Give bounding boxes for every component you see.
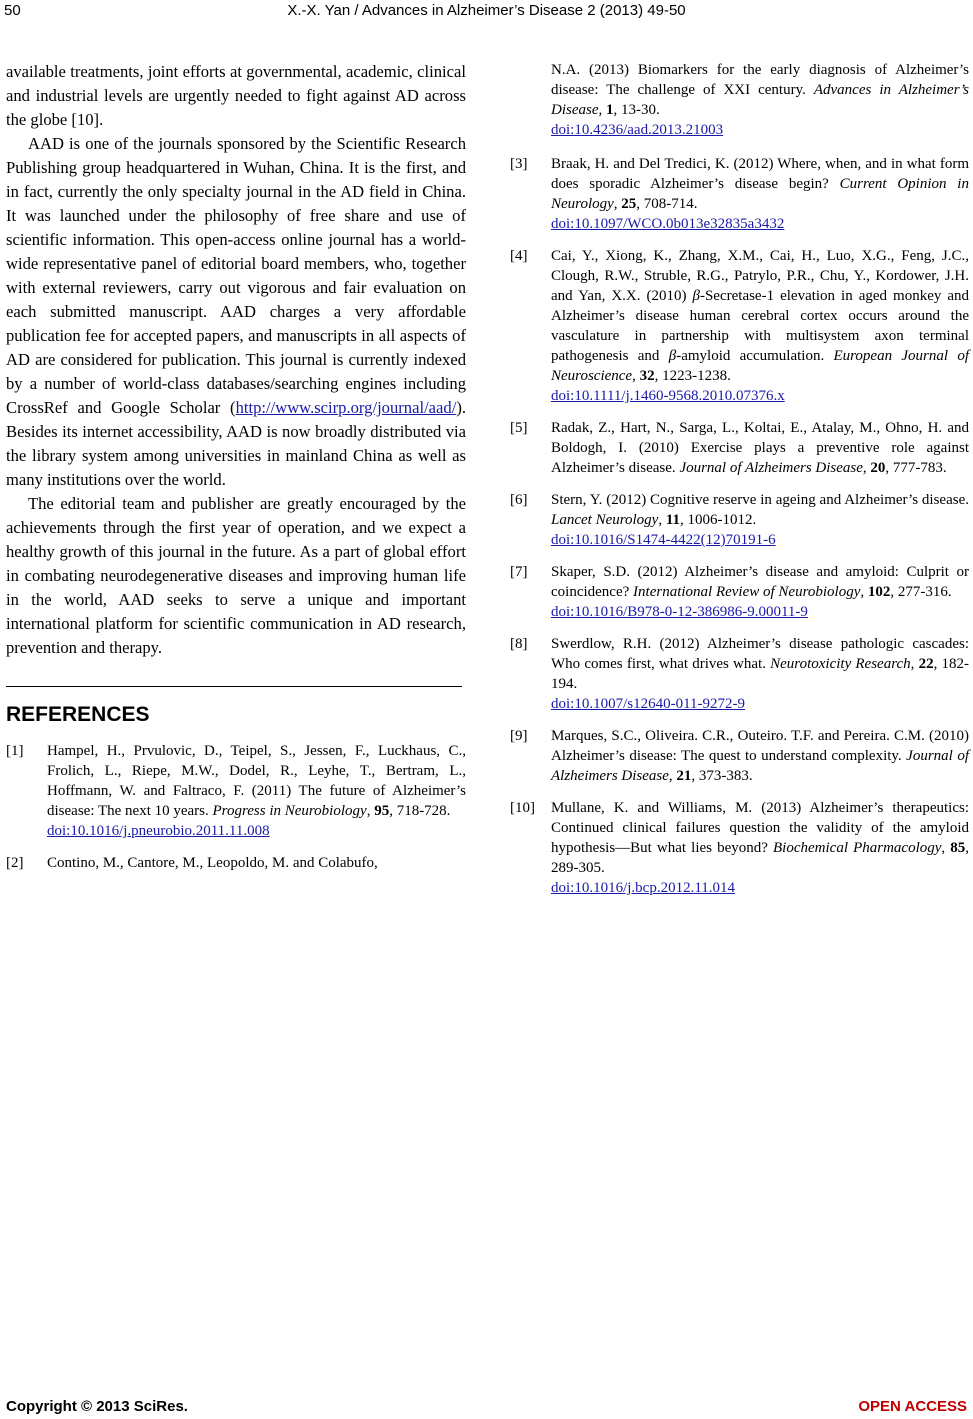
reference-volume: 25 [621,196,637,212]
body-paragraph-3: The editorial team and publisher are greatly encouraged by the achievements through the first year of operation, and we expect a healthy growth of this journal in the future. As a part of global effort in combating neurodegenerative diseases and improving human life in the world, AAD seeks to serve a unique and important international platform for scientific communication in AD research, prevention and therapy. [6,494,466,657]
running-head: X.-X. Yan / Advances in Alzheimer’s Disease 2 (2013) 49-50 [287,2,686,19]
reference-pages: , 718-728. [389,803,451,819]
reference-body: Mullane, K. and Williams, M. (2013) Alzheimer’s therapeutics: Continued clinical failures question the validity of the amyloid hypothesis—But what lies beyond? Biochemical Pharmacology, 85, 289-305. doi:10.1016/j.bcp.2012.11.014 [551,800,969,896]
references-heading: REFERENCES [6,703,150,726]
reference-authors: -Secretase-1 elevation in aged monkey and Alzheimer’s disease human cerebral cortex occurs around the vasculature in partnership with multisystem axon terminal pathogenesis and [551,288,970,364]
reference-number: [6] [510,492,528,508]
reference-doi-link[interactable]: doi:10.1016/B978-0-12-386986-9.00011-9 [551,604,808,620]
open-access-label: OPEN ACCESS [858,1398,967,1415]
reference-item [510,246,969,406]
reference-item [510,634,969,714]
reference-doi-link[interactable]: doi:10.1016/j.bcp.2012.11.014 [551,880,736,896]
reference-body: Braak, H. and Del Tredici, K. (2012) Where, when, and in what form does sporadic Alzheimer’s disease begin? Current Opinion in Neurology, 25, 708-714. doi:10.1097/WCO.0b013e32835a3432 [551,156,969,232]
reference-journal: Journal of Alzheimers Disease [551,748,969,784]
reference-pages: , 182-194. [551,656,969,692]
body-paragraph-1: available treatments, joint efforts at governmental, academic, clinical and industrial levels are urgently needed to fight against AD across the globe [10]. [6,62,466,129]
right-column [510,60,969,910]
reference-item [510,798,969,898]
reference-number: [8] [510,636,528,652]
reference-volume: 95 [374,803,390,819]
beta-symbol: β [668,348,677,364]
reference-journal: International Review of Neurobiology [633,584,861,600]
reference-authors: Radak, Z., Hart, N., Sarga, L., Koltai, E., Atalay, M., Ohno, H. and Boldogh, I. (2010) Exercise plays a preventive role against Alzheimer’s disease. [551,420,969,476]
reference-body: Stern, Y. (2012) Cognitive reserve in ageing and Alzheimer’s disease. Lancet Neurology, 11, 1006-1012. doi:10.1016/S1474-4422(12)70191-6 [551,492,969,548]
reference-journal: Lancet Neurology [551,512,659,528]
reference-journal: Journal of Alzheimers Disease [679,460,863,476]
reference-pages: , 13-30. [613,102,660,118]
reference-number: [10] [510,800,535,816]
reference-number: [2] [6,855,24,871]
reference-body: Swerdlow, R.H. (2012) Alzheimer’s disease pathologic cascades: Who comes first, what drives what. Neurotoxicity Research, 22, 182-194. doi:10.1007/s12640-011-9272-9 [551,636,969,712]
reference-item [6,741,466,841]
reference-body: Skaper, S.D. (2012) Alzheimer’s disease and amyloid: Culprit or coincidence? International Review of Neurobiology, 102, 277-316. doi:10.1016/B978-0-12-386986-9.00011-9 [551,564,969,620]
reference-doi-link[interactable]: doi:10.1016/S1474-4422(12)70191-6 [551,532,776,548]
reference-item [510,154,969,234]
reference-authors: Stern, Y. (2012) Cognitive reserve in ageing and Alzheimer’s disease. [551,492,969,508]
reference-authors: Hampel, H., Prvulovic, D., Teipel, S., Jessen, F., Luckhaus, C., Frolich, L., Riepe, M.W., Dodel, R., Leyhe, T., Bertram, L., Hoffmann, W. and Faltraco, F. (2011) The future of Alzheimer’s disease: The next 10 years. [47,743,466,819]
reference-doi-link[interactable]: doi:10.1007/s12640-011-9272-9 [551,696,746,712]
reference-pages: , 1006-1012. [680,512,757,528]
reference-doi-link[interactable]: doi:10.1111/j.1460-9568.2010.07376.x [551,388,785,404]
reference-pages: , 277-316. [890,584,952,600]
reference-item [6,853,466,873]
reference-journal: Neurotoxicity Research [770,656,911,672]
reference-number: [5] [510,420,528,436]
paragraph-2-text-start: AAD is one of the journals sponsored by the Scientific Research Publishing group headquartered in Wuhan, China. It is the first, and in fact, currently the only specialty journal in the AD field in China. It was launched under the philosophy of free share and use of scientific information. This open-access online journal has a world-wide representative panel of editorial board members, who, together with external reviewers, carry out vigorous and fair evaluation on each submitted manuscript. AAD charges a very affordable publication fee for accepted papers, and manuscripts in all aspects of AD are considered for publication. This journal is currently indexed by a number of world-class databases/searching engines including CrossRef and Google Scholar ( [6,134,466,417]
reference-number: [1] [6,743,24,759]
reference-volume: 20 [870,460,886,476]
reference-doi-link[interactable]: doi:10.1016/j.pneurobio.2011.11.008 [47,823,270,839]
reference-continuation: N.A. (2013) Biomarkers for the early diagnosis of Alzheimer’s disease: The challenge of XXI century. Advances in Alzheimer’s Disease, 1, 13-30. doi:10.4236/aad.2013.21003 [551,62,969,138]
copyright-notice: Copyright © 2013 SciRes. [6,1398,188,1415]
reference-authors: Skaper, S.D. (2012) Alzheimer’s disease and amyloid: Culprit or coincidence? [551,564,969,600]
reference-body: Cai, Y., Xiong, K., Zhang, X.M., Cai, H., Luo, X.G., Feng, J.C., Clough, R.W., Struble, R.G., Patrylo, P.R., Chu, Y., Kordower, J.H. and Yan, X.X. (2010) β-Secretase-1 elevation in aged monkey and Alzheimer’s disease human cerebral cortex occurs around the vasculature in partnership with multisystem axon terminal pathogenesis and β-amyloid accumulation. European Journal of Neuroscience, 32, 1223-1238. doi:10.1111/j.1460-9568.2010.07376.x [551,248,970,404]
reference-pages: , 1223-1238. [654,368,731,384]
reference-item [510,562,969,622]
reference-authors: N.A. (2013) Biomarkers for the early diagnosis of Alzheimer’s disease: The challenge of XXI century. [551,62,969,98]
reference-authors: Braak, H. and Del Tredici, K. (2012) Where, when, and in what form does sporadic Alzheimer’s disease begin? [551,156,969,192]
reference-volume: 22 [918,656,934,672]
reference-number: [4] [510,248,528,264]
reference-body: Hampel, H., Prvulovic, D., Teipel, S., Jessen, F., Luckhaus, C., Frolich, L., Riepe, M.W., Dodel, R., Leyhe, T., Bertram, L., Hoffmann, W. and Faltraco, F. (2011) The future of Alzheimer’s disease: The next 10 years. Progress in Neurobiology, 95, 718-728. doi:10.1016/j.pneurobio.2011.11.008 [47,743,466,839]
reference-journal: Advances in Alzheimer’s Disease [551,82,969,118]
reference-item [510,418,969,478]
reference-body: Marques, S.C., Oliveira. C.R., Outeiro. T.F. and Pereira. C.M. (2010) Alzheimer’s disease: The quest to understand complexity. Journal of Alzheimers Disease, 21, 373-383. [551,728,969,784]
reference-volume: 102 [867,584,891,600]
reference-authors: Mullane, K. and Williams, M. (2013) Alzheimer’s therapeutics: Continued clinical failures question the validity of the amyloid hypothesis—But what lies beyond? [551,800,969,856]
reference-pages: , 289-305. [551,840,969,876]
left-column [6,60,466,885]
body-paragraph-2 [6,132,466,492]
journal-url-link[interactable]: http://www.scirp.org/journal/aad/ [235,398,457,417]
reference-item [510,490,969,550]
reference-authors: Marques, S.C., Oliveira. C.R., Outeiro. T.F. and Pereira. C.M. (2010) Alzheimer’s disease: The quest to understand complexity. [551,728,969,764]
reference-pages: , 708-714. [636,196,698,212]
reference-pages: , 373-383. [691,768,753,784]
reference-pages: , 777-783. [885,460,947,476]
reference-volume: 1 [606,102,614,118]
reference-number: [7] [510,564,528,580]
reference-journal: European Journal of Neuroscience [551,348,969,384]
beta-symbol: β [692,288,700,304]
reference-volume: 32 [639,368,655,384]
reference-volume: 85 [950,840,966,856]
reference-volume: 21 [676,768,692,784]
reference-body: Radak, Z., Hart, N., Sarga, L., Koltai, E., Atalay, M., Ohno, H. and Boldogh, I. (2010) Exercise plays a preventive role against Alzheimer’s disease. Journal of Alzheimers Disease, 20, 777-783. [551,420,969,476]
reference-list-right [510,60,969,898]
reference-volume: 11 [665,512,681,528]
reference-item [510,726,969,786]
reference-authors: -amyloid accumulation. [676,348,834,364]
reference-journal: Biochemical Pharmacology [773,840,942,856]
reference-list-left [6,741,466,873]
reference-doi-link[interactable]: doi:10.4236/aad.2013.21003 [551,122,724,138]
reference-body: Contino, M., Cantore, M., Leopoldo, M. and Colabufo, [47,855,378,871]
section-divider [6,686,462,687]
reference-number: [3] [510,156,528,172]
reference-doi-link[interactable]: doi:10.1097/WCO.0b013e32835a3432 [551,216,785,232]
reference-authors: Cai, Y., Xiong, K., Zhang, X.M., Cai, H., Luo, X.G., Feng, J.C., Clough, R.W., Struble, R.G., Patrylo, P.R., Chu, Y., Kordower, J.H. and Yan, X.X. (2010) [551,248,969,304]
reference-number: [9] [510,728,528,744]
page-number: 50 [4,2,21,19]
reference-authors: Swerdlow, R.H. (2012) Alzheimer’s disease pathologic cascades: Who comes first, what drives what. [551,636,969,672]
reference-journal: Current Opinion in Neurology [551,176,969,212]
paragraph-2-text-end: ). Besides its internet accessibility, AAD is now broadly distributed via the library system among universities in mainland China as well as many institutions over the world. [6,398,466,489]
reference-journal: Progress in Neurobiology [212,803,367,819]
